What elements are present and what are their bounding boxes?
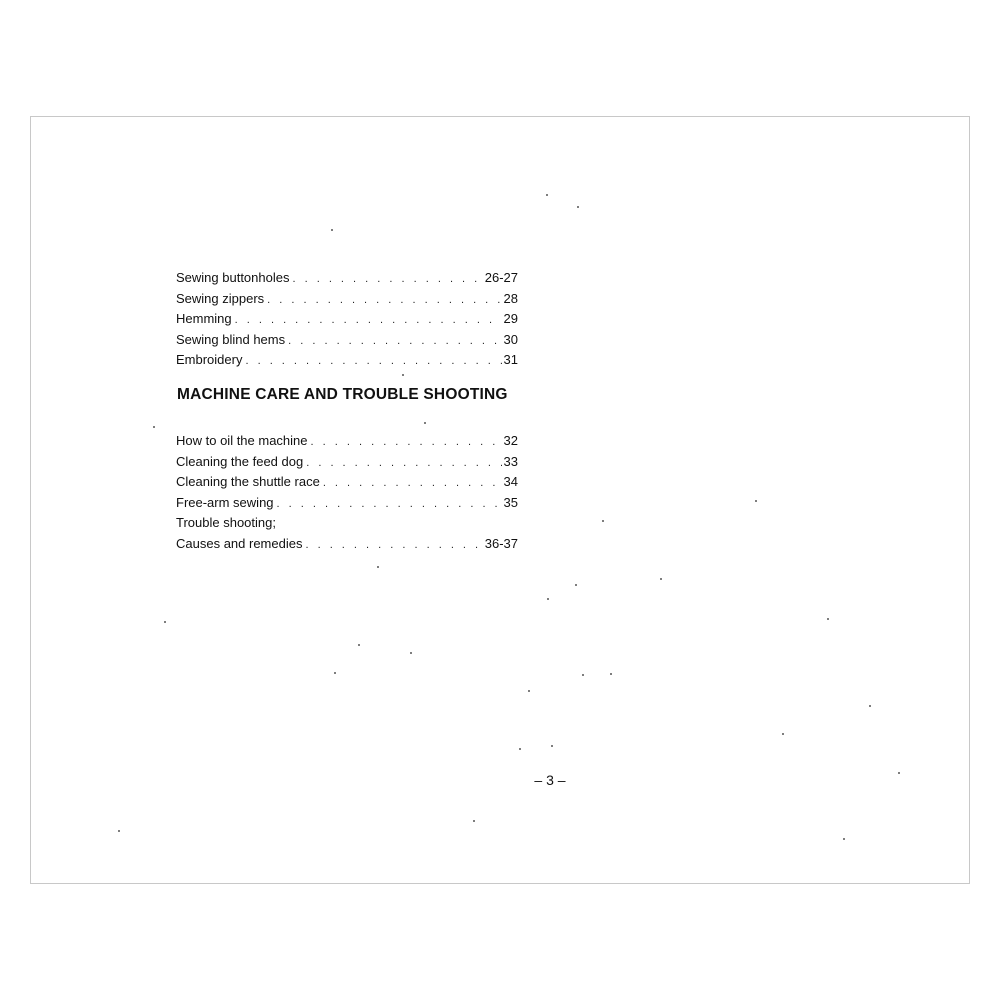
- scan-speck: [424, 422, 426, 424]
- dot-leader: [306, 453, 501, 474]
- scan-speck: [602, 520, 604, 522]
- dot-leader: [277, 494, 502, 515]
- toc-entry-title: Sewing blind hems: [176, 331, 286, 347]
- scan-speck: [827, 618, 829, 620]
- scan-speck: [869, 705, 871, 707]
- scan-speck: [334, 672, 336, 674]
- scan-speck: [402, 374, 404, 376]
- toc-entry-page: 30: [503, 331, 518, 347]
- scan-speck: [546, 194, 548, 196]
- dot-leader: [323, 473, 502, 494]
- toc-entry: [176, 534, 518, 555]
- toc-entry: [176, 452, 518, 473]
- toc-entry: [176, 493, 518, 514]
- toc-entry-title: How to oil the machine: [176, 433, 308, 448]
- toc-entry: [176, 472, 518, 493]
- toc-entry-page: 31: [503, 352, 518, 367]
- scan-speck: [782, 733, 784, 735]
- scan-speck: [118, 830, 120, 832]
- scan-speck: [575, 584, 577, 586]
- toc-entry-page: 35: [503, 494, 518, 510]
- scan-speck: [164, 621, 166, 623]
- scan-speck: [547, 598, 549, 600]
- scan-speck: [551, 745, 553, 747]
- toc-entry-page: 36-37: [484, 535, 518, 551]
- toc-entry-title: Free-arm sewing: [176, 494, 274, 510]
- toc-entry: [176, 309, 518, 330]
- toc-entry-title: Sewing zippers: [176, 290, 265, 306]
- toc-entry-page: 29: [503, 311, 518, 326]
- dot-leader: [288, 331, 501, 352]
- scan-speck: [410, 652, 412, 654]
- toc-entry-title: Cleaning the shuttle race: [176, 474, 320, 489]
- scan-speck: [358, 644, 360, 646]
- toc-list-machine-care: [176, 431, 518, 554]
- toc-entry-page: 26-27: [484, 270, 518, 285]
- toc-entry-title: Trouble shooting;: [176, 515, 276, 530]
- toc-entry-title: Hemming: [176, 311, 232, 326]
- toc-entry-title: Embroidery: [176, 352, 243, 367]
- scan-speck: [610, 673, 612, 675]
- toc-entry-page: 28: [503, 290, 518, 306]
- scan-speck: [755, 500, 757, 502]
- scan-speck: [153, 426, 155, 428]
- scan-speck: [331, 229, 333, 231]
- toc-entry-page: 33: [503, 453, 518, 469]
- scan-speck: [473, 820, 475, 822]
- toc-entry-page: 34: [503, 474, 518, 489]
- toc-entry: [176, 350, 518, 371]
- dot-leader: [292, 269, 482, 290]
- scan-speck: [898, 772, 900, 774]
- scan-speck: [377, 566, 379, 568]
- scan-speck: [660, 578, 662, 580]
- toc-entry-title: Causes and remedies: [176, 535, 303, 551]
- section-heading: MACHINE CARE AND TROUBLE SHOOTING: [177, 386, 508, 403]
- dot-leader: [305, 535, 482, 556]
- scan-speck: [577, 206, 579, 208]
- scan-speck: [582, 674, 584, 676]
- toc-list-sewing: [176, 268, 518, 371]
- toc-entry: [176, 289, 518, 310]
- toc-entry-title: Sewing buttonholes: [176, 270, 290, 285]
- dot-leader: [235, 310, 502, 331]
- toc-entry-page: 32: [503, 433, 518, 448]
- toc-entry-title: Cleaning the feed dog: [176, 453, 304, 469]
- scan-speck: [519, 748, 521, 750]
- toc-entry: [176, 268, 518, 289]
- toc-entry: [176, 431, 518, 452]
- toc-entry: [176, 330, 518, 351]
- scan-speck: [528, 690, 530, 692]
- page-number: – 3 –: [534, 772, 566, 788]
- dot-leader: [267, 290, 501, 311]
- dot-leader: [311, 432, 502, 453]
- toc-entry-no-page: [176, 513, 518, 534]
- scan-speck: [843, 838, 845, 840]
- dot-leader: [245, 351, 501, 372]
